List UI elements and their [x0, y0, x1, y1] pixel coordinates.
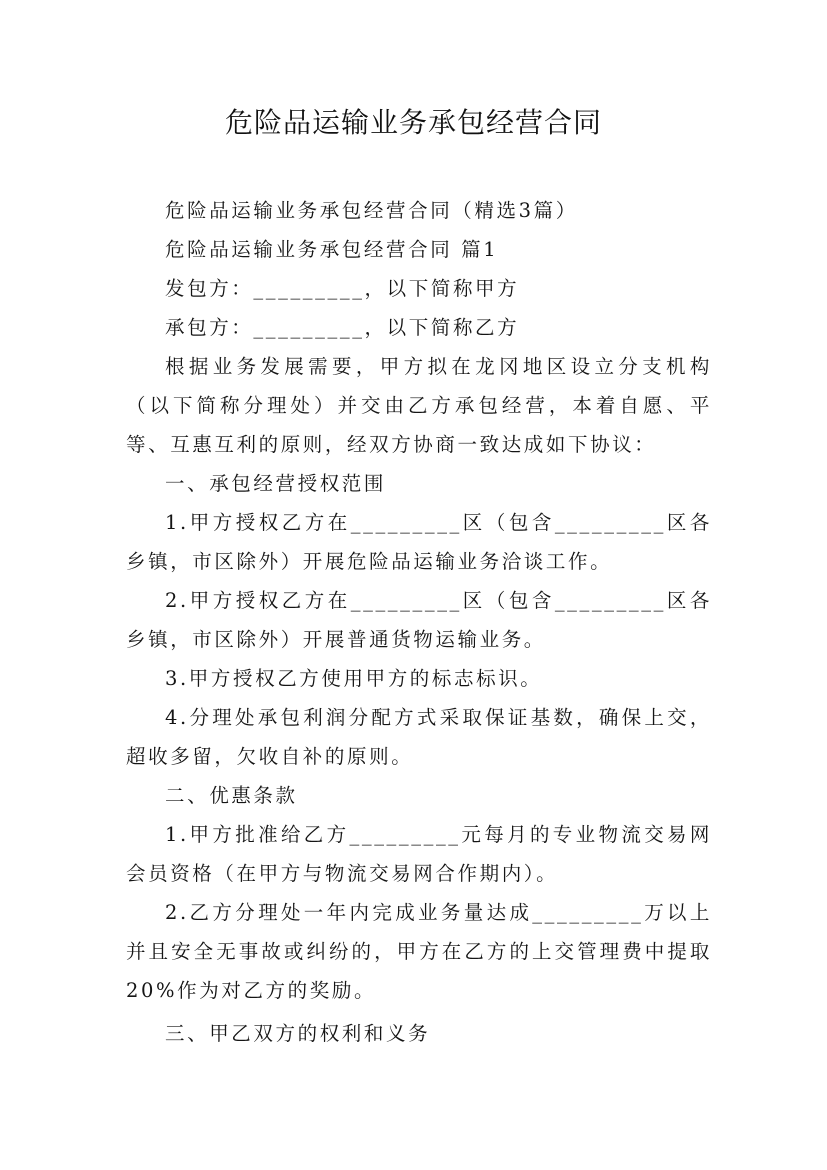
section-heading-3: 三、甲乙双方的权利和义务 [165, 1022, 431, 1045]
clause-1-1: 1.甲方授权乙方在_________区（包含_________区各乡镇，市区除外）开展危险品运输业务洽谈工作。 [126, 511, 712, 573]
subtitle-paragraph: 危险品运输业务承包经营合同（精选3篇） [165, 199, 578, 222]
party-a-line: 发包方：_________，以下简称甲方 [165, 277, 520, 300]
clause-1-4: 4.分理处承包利润分配方式采取保证基数，确保上交，超收多留，欠收自补的原则。 [126, 706, 712, 768]
section-heading-1: 一、承包经营授权范围 [165, 472, 387, 495]
clause-1-2: 2.甲方授权乙方在_________区（包含_________区各乡镇，市区除外）开展普通货物运输业务。 [126, 589, 712, 651]
document-title: 危险品运输业务承包经营合同 [224, 106, 602, 139]
section-heading-2: 二、优惠条款 [165, 784, 298, 807]
party-b-line: 承包方：_________，以下简称乙方 [165, 316, 520, 339]
document-body [126, 191, 712, 1053]
clause-2-1: 1.甲方批准给乙方_________元每月的专业物流交易网会员资格（在甲方与物流交易网合作期内）。 [126, 823, 712, 885]
chapter-heading: 危险品运输业务承包经营合同 篇1 [165, 238, 499, 261]
clause-1-3: 3.甲方授权乙方使用甲方的标志标识。 [165, 667, 543, 690]
preamble-paragraph: 根据业务发展需要，甲方拟在龙冈地区设立分支机构（以下简称分理处）并交由乙方承包经营，本着自愿、平等、互惠互利的原则，经双方协商一致达成如下协议： [126, 355, 712, 456]
clause-2-2: 2.乙方分理处一年内完成业务量达成_________万以上并且安全无事故或纠纷的，甲方在乙方的上交管理费中提取20%作为对乙方的奖励。 [126, 901, 712, 1002]
